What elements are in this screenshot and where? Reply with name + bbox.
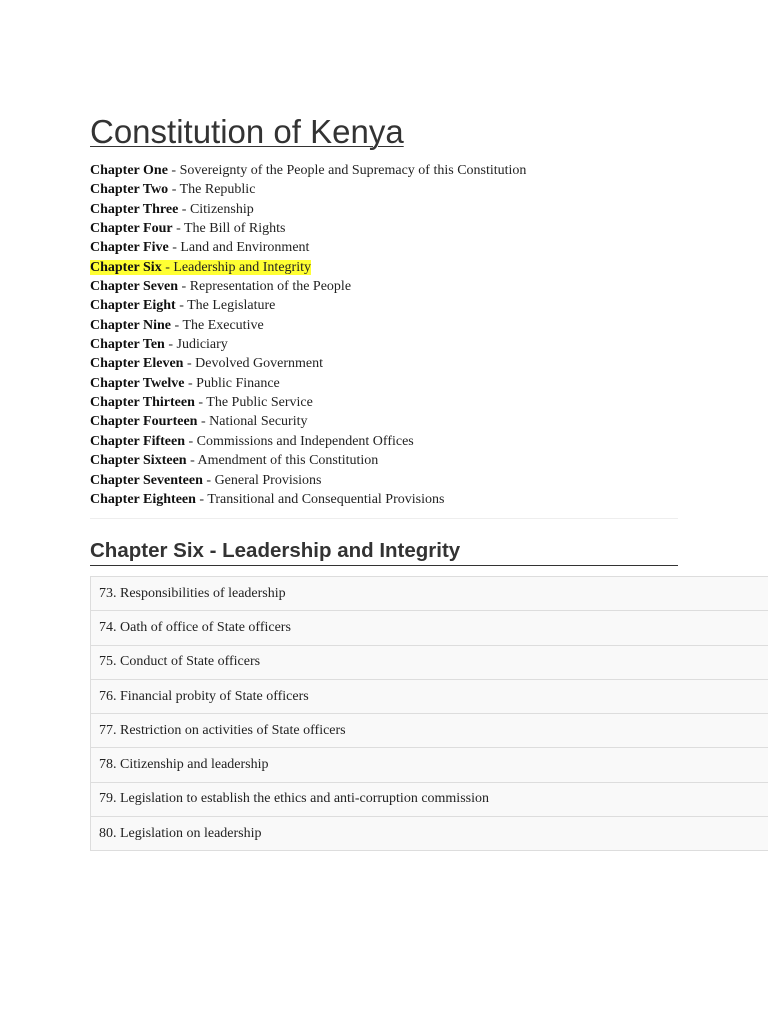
chapter-link-eleven[interactable] xyxy=(90,356,323,371)
chapter-item xyxy=(90,180,680,199)
chapter-number: Chapter Sixteen xyxy=(90,453,187,469)
chapter-number: Chapter Eight xyxy=(90,298,176,314)
chapter-link-five[interactable] xyxy=(90,240,309,255)
chapter-item xyxy=(90,354,680,373)
chapter-number: Chapter Thirteen xyxy=(90,395,195,411)
table-row xyxy=(91,748,768,782)
chapter-title: - The Republic xyxy=(168,182,256,198)
chapter-title: - The Bill of Rights xyxy=(172,221,286,237)
table-row xyxy=(91,577,768,611)
table-row xyxy=(91,645,768,679)
chapter-item xyxy=(90,200,680,219)
chapter-number: Chapter Four xyxy=(90,221,173,237)
chapter-number: Chapter Twelve xyxy=(90,375,185,391)
chapter-link-thirteen[interactable] xyxy=(90,395,313,410)
chapter-title: - Leadership and Integrity xyxy=(161,259,311,275)
page-title: Constitution of Kenya xyxy=(90,113,404,150)
chapter-number: Chapter Eleven xyxy=(90,356,184,372)
chapter-number: Chapter Seventeen xyxy=(90,472,203,488)
table-row xyxy=(91,679,768,713)
chapter-item xyxy=(90,471,680,490)
chapter-item xyxy=(90,316,680,335)
chapter-item xyxy=(90,374,680,393)
chapter-title: - The Legislature xyxy=(175,298,276,314)
chapter-number: Chapter Six xyxy=(90,259,162,275)
chapter-title: - General Provisions xyxy=(202,472,322,488)
chapter-number: Chapter Two xyxy=(90,182,169,198)
chapter-item xyxy=(90,219,680,238)
table-row xyxy=(91,782,768,816)
chapter-link-eighteen[interactable] xyxy=(90,492,444,507)
chapter-item xyxy=(90,277,680,296)
article-cell: 75. Conduct of State officers xyxy=(91,645,768,679)
chapter-link-sixteen[interactable] xyxy=(90,453,378,468)
article-cell: 78. Citizenship and leadership xyxy=(91,748,768,782)
article-cell: 74. Oath of office of State officers xyxy=(91,611,768,645)
chapter-item xyxy=(90,432,680,451)
chapter-title: - Representation of the People xyxy=(178,279,352,295)
articles-table xyxy=(90,576,768,851)
chapter-number: Chapter Fourteen xyxy=(90,414,198,430)
chapter-item xyxy=(90,490,680,509)
chapter-number: Chapter Seven xyxy=(90,279,179,295)
chapter-item xyxy=(90,393,680,412)
chapter-link-three[interactable] xyxy=(90,202,254,217)
chapter-number: Chapter Ten xyxy=(90,337,165,353)
section-heading: Chapter Six - Leadership and Integrity xyxy=(90,537,678,566)
chapter-item xyxy=(90,412,680,431)
chapter-item xyxy=(90,451,680,470)
chapter-title: - Judiciary xyxy=(164,337,228,353)
chapter-number: Chapter Eighteen xyxy=(90,491,196,507)
chapter-title: - Citizenship xyxy=(178,201,254,217)
chapter-link-six[interactable] xyxy=(90,260,311,275)
chapter-list xyxy=(90,161,680,509)
chapter-link-ten[interactable] xyxy=(90,337,228,352)
section-divider xyxy=(90,518,678,519)
chapter-link-seven[interactable] xyxy=(90,279,351,294)
chapter-number: Chapter Nine xyxy=(90,317,172,333)
chapter-item xyxy=(90,335,680,354)
chapter-link-twelve[interactable] xyxy=(90,376,280,391)
chapter-title: - The Executive xyxy=(171,317,264,333)
chapter-title: - National Security xyxy=(197,414,308,430)
article-cell: 76. Financial probity of State officers xyxy=(91,679,768,713)
chapter-title: - Devolved Government xyxy=(183,356,324,372)
chapter-link-eight[interactable] xyxy=(90,298,275,313)
table-row xyxy=(91,714,768,748)
chapter-title: - Public Finance xyxy=(184,375,280,391)
article-cell: 80. Legislation on leadership xyxy=(91,817,768,851)
article-cell: 79. Legislation to establish the ethics and anti-corruption commission xyxy=(91,782,768,816)
chapter-link-seventeen[interactable] xyxy=(90,473,322,488)
chapter-title: - Sovereignty of the People and Supremacy of this Constitution xyxy=(167,163,527,178)
table-row xyxy=(91,817,768,851)
chapter-title: - Transitional and Consequential Provisions xyxy=(195,491,445,507)
chapter-link-two[interactable] xyxy=(90,182,255,197)
chapter-link-fifteen[interactable] xyxy=(90,434,414,449)
chapter-link-four[interactable] xyxy=(90,221,286,236)
chapter-link-one[interactable] xyxy=(90,163,526,178)
chapter-link-nine[interactable] xyxy=(90,318,264,333)
chapter-title: - Land and Environment xyxy=(168,240,310,256)
chapter-title: - Amendment of this Constitution xyxy=(186,453,379,469)
chapter-number: Chapter Five xyxy=(90,240,169,256)
chapter-item-highlighted xyxy=(90,258,680,277)
chapter-link-fourteen[interactable] xyxy=(90,414,307,429)
chapter-title: - Commissions and Independent Offices xyxy=(185,433,414,449)
article-cell: 77. Restriction on activities of State officers xyxy=(91,714,768,748)
chapter-item xyxy=(90,238,680,257)
chapter-item xyxy=(90,161,680,180)
chapter-title: - The Public Service xyxy=(194,395,313,411)
table-row xyxy=(91,611,768,645)
chapter-number: Chapter Fifteen xyxy=(90,433,185,449)
chapter-item xyxy=(90,296,680,315)
chapter-number: Chapter Three xyxy=(90,201,179,217)
chapter-number: Chapter One xyxy=(90,163,168,178)
article-cell: 73. Responsibilities of leadership xyxy=(91,577,768,611)
